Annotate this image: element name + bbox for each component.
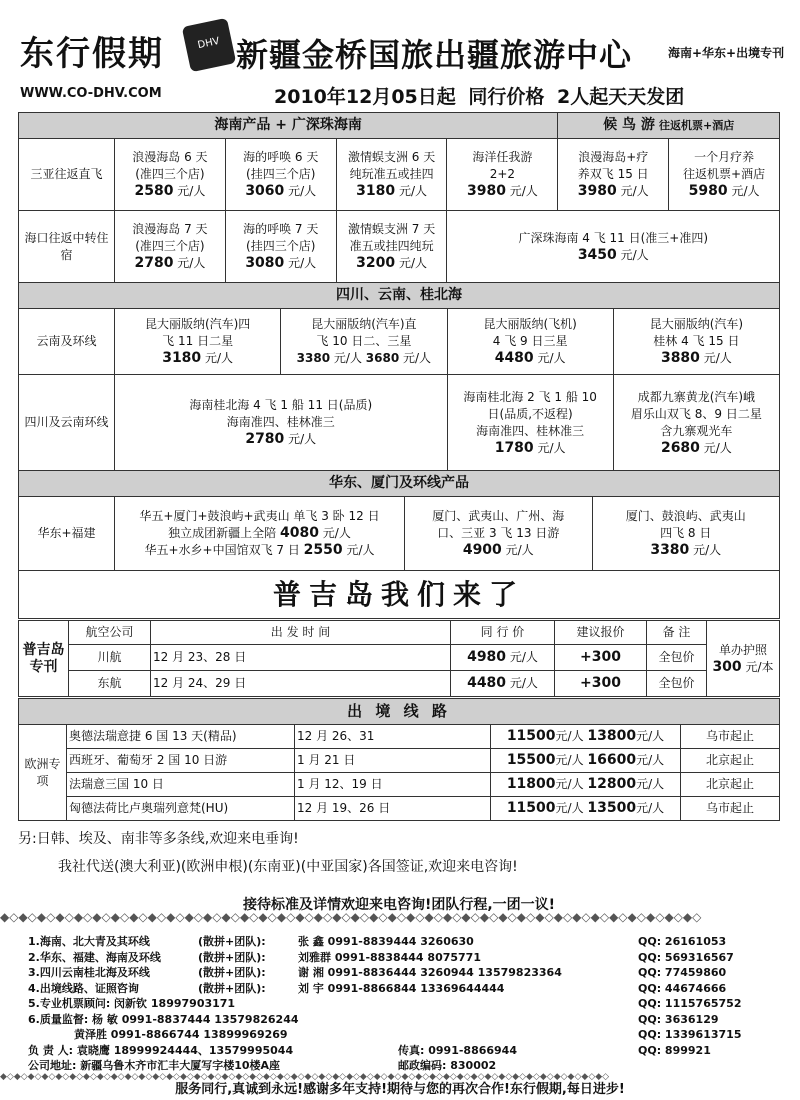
table-header: 出 发 时 间 [151,621,451,645]
specialty-label: 海南+华东+出境专刊 [668,46,785,60]
list-item: 黄泽胜 0991-8866744 13899969269 QQ: 1339613715 [28,1028,742,1041]
row-label: 云南及环线 [19,309,115,375]
product-cell: 激情蜈支洲 7 天 准五或挂四纯玩 3200 元/人 [336,211,447,283]
company-name: 新疆金桥国旅出疆旅游中心 [236,36,633,74]
sichuan-section [18,282,780,471]
note-line: 接待标准及详情欢迎来电咨询!团队行程,一团一议! [242,897,556,913]
row-label: 华东+福建 [19,497,115,571]
notes [18,828,780,914]
website-url[interactable]: WWW.CO-DHV.COM [20,86,162,101]
outbound-title: 出 境 线 路 [19,699,780,725]
product-cell: 厦门、武夷山、广州、海 口、三亚 3 飞 13 日游 4900 元/人 [405,497,593,571]
table-row: 东航 12 月 24、29 日 4480 元/人 +300 全包价 [19,671,780,697]
divider-pattern: ◆◇◆◇◆◇◆◇◆◇◆◇◆◇◆◇◆◇◆◇◆◇◆◇◆◇◆◇◆◇◆◇◆◇◆◇◆◇◆◇◆◇◆◇◆◇◆◇◆◇◆◇◆◇◆◇◆◇◆◇◆◇◆◇◆◇◆◇◆◇◆◇◆◇◆◇◆◇◆◇◆◇◆◇◆◇◆◇ [0,1072,610,1082]
header [0,0,800,112]
product-cell: 浪漫海岛 7 天 (准四三个店) 2780 元/人 [115,211,226,283]
row-label: 三亚往返直飞 [19,139,115,211]
hainan-section [18,112,780,283]
row-label: 欧洲专项 [19,725,67,821]
table-row: 法瑞意三国 10 日 1 月 12、19 日 11800元/人 12800元/人 北京起止 [19,773,780,797]
list-item: 4.出境线路、证照咨询 (散拼+团队): 刘 宇 0991-8866844 13369644444 QQ: 44674666 [28,981,727,995]
product-cell: 浪漫海岛+疗 养双飞 15 日 3980 元/人 [558,139,669,211]
huadong-title: 华东、厦门及环线产品 [19,471,780,497]
product-cell: 浪漫海岛 6 天 (准四三个店) 2580 元/人 [115,139,226,211]
list-item: 3.四川云南桂北海及环线 (散拼+团队): 谢 湘 0991-8836444 3260944 13579823364 QQ: 77459860 [28,966,727,979]
table-row: 欧洲专项 奥德法瑞意捷 6 国 13 天(精品) 12 月 26、31 11500元/人 13800元/人 乌市起止 [19,725,780,749]
product-cell: 昆大丽版纳(汽车) 桂林 4 飞 15 日 3880 元/人 [613,309,779,375]
table-header: 建议报价 [555,621,647,645]
tagline: 2010年12月05日起 同行价格 2人起天天发团 [274,86,685,108]
note-line: 另:日韩、埃及、南非等多条线,欢迎来电垂询! [18,831,299,847]
product-cell: 激情蜈支洲 6 天 纯玩准五或挂四 3180 元/人 [336,139,447,211]
product-cell: 海南桂北海 4 飞 1 船 11 日(品质) 海南准四、桂林准三 2780 元/人 [115,375,448,471]
table-row: 西班牙、葡萄牙 2 国 10 日游 1 月 21 日 15500元/人 16600元/人 北京起止 [19,749,780,773]
note-line: 我社代送(澳大利亚)(欧洲申根)(东南亚)(中亚国家)各国签证,欢迎来电咨询! [58,859,518,875]
table-row: 川航 12 月 23、28 日 4980 元/人 +300 全包价 [19,645,780,671]
logo: 东行假期 [20,34,164,74]
list-item: 负 责 人: 袁晓鹰 18999924444、13579995044 传真: 0991-8866944 QQ: 899921 [28,1043,711,1057]
sichuan-title: 四川、云南、桂北海 [19,283,780,309]
table-header: 航空公司 [69,621,151,645]
phuket-title: 普吉岛我们来了 [18,571,780,619]
product-cell: 厦门、鼓浪屿、武夷山 四飞 8 日 3380 元/人 [592,497,780,571]
contact-list [28,934,788,1074]
product-cell: 昆大丽版纳(汽车)四 飞 11 日二星 3180 元/人 [115,309,281,375]
product-cell: 海的呼唤 6 天 (挂四三个店) 3060 元/人 [225,139,336,211]
list-item: 5.专业机票顾问: 闵新钦 18997903171 QQ: 1115765752 [28,997,742,1010]
huadong-section [18,470,780,619]
houniao-title: 候 鸟 游 往返机票+酒店 [558,113,780,139]
list-item: 公司地址: 新疆乌鲁木齐市汇丰大厦写字楼10楼A座 邮政编码: 830002 [28,1059,497,1072]
table-row: 匈德法荷比卢奥瑞列意梵(HU) 12 月 19、26 日 11500元/人 13500元/人 乌市起止 [19,797,780,821]
product-cell: 广深珠海南 4 飞 11 日(准三+准四) 3450 元/人 [447,211,780,283]
product-cell: 成都九寨黄龙(汽车)峨 眉乐山双飞 8、9 日二星 含九寨观光车 2680 元/人 [613,375,779,471]
product-cell: 海南桂北海 2 飞 1 船 10 日(品质,不返程) 海南准四、桂林准三 1780 元/人 [447,375,613,471]
product-cell: 华五+厦门+鼓浪屿+武夷山 单飞 3 卧 12 日 独立成团新疆上全陪 4080 元/人 华五+水乡+中国馆双飞 7 日 2550 元/人 [115,497,405,571]
row-label: 四川及云南环线 [19,375,115,471]
logo-badge: DHV [182,18,237,73]
list-item: 6.质量监督: 杨 敏 0991-8837444 13579826244 QQ: 3636129 [28,1012,719,1026]
phuket-section [18,620,780,697]
table-header: 同 行 价 [451,621,555,645]
phuket-label: 普吉岛专刊 [19,621,69,697]
list-item: 2.华东、福建、海南及环线 (散拼+团队): 刘雅群 0991-8838444 8075771 QQ: 569316567 [28,950,734,964]
table-header: 备 注 [647,621,707,645]
product-cell: 一个月疗养 往返机票+酒店 5980 元/人 [669,139,780,211]
passport-cell: 单办护照 300 元/本 [707,621,780,697]
product-cell: 昆大丽版纳(汽车)直 飞 10 日二、三星 3380 元/人 3680 元/人 [281,309,447,375]
product-cell: 海洋任我游 2+2 3980 元/人 [447,139,558,211]
product-cell: 海的呼唤 7 天 (挂四三个店) 3080 元/人 [225,211,336,283]
row-label: 海口往返中转住宿 [19,211,115,283]
outbound-section [18,698,780,821]
divider-pattern: ◆◇◆◇◆◇◆◇◆◇◆◇◆◇◆◇◆◇◆◇◆◇◆◇◆◇◆◇◆◇◆◇◆◇◆◇◆◇◆◇◆◇◆◇◆◇◆◇◆◇◆◇◆◇◆◇◆◇◆◇◆◇◆◇◆◇◆◇◆◇◆◇◆◇◆◇ [0,910,702,924]
product-cell: 昆大丽版纳(飞机) 4 飞 9 日三星 4480 元/人 [447,309,613,375]
slogan: 服务同行,真诚到永远!感谢多年支持!期待与您的再次合作!东行假期,每日进步! [175,1082,625,1097]
list-item: 1.海南、北大青及其环线 (散拼+团队): 张 鑫 0991-8839444 3260630 QQ: 26161053 [28,935,727,948]
hainan-title: 海南产品 + 广深珠海南 [19,113,558,139]
